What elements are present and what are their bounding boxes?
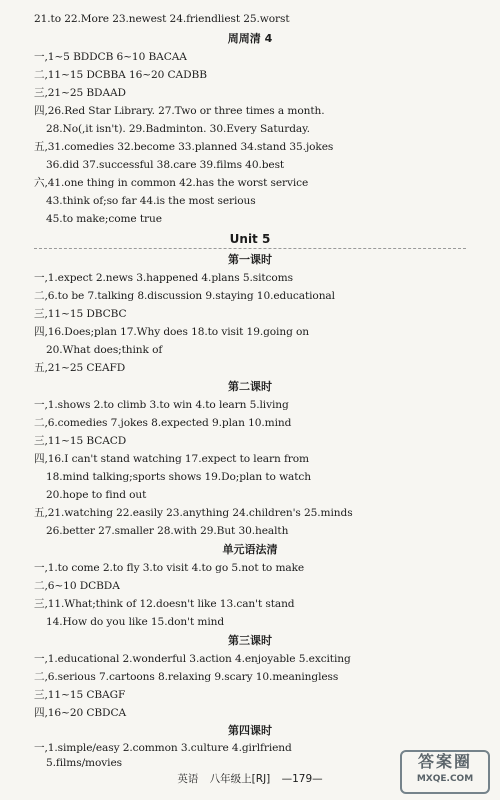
section-heading-lesson1: 第一课时 xyxy=(228,253,272,266)
answer-line: 一,1.expect 2.news 3.happened 4.plans 5.sitcoms xyxy=(34,272,293,284)
answer-line: 36.did 37.successful 38.care 39.films 40.best xyxy=(46,159,285,171)
section-heading-review4: 周周清 4 xyxy=(227,32,273,45)
section-heading-lesson2: 第二课时 xyxy=(228,380,272,393)
footer-grade: 八年级上[RJ] xyxy=(209,773,271,785)
answer-line: 一,1.shows 2.to climb 3.to win 4.to learn 5.living xyxy=(34,399,289,411)
answer-line: 一,1~5 BDDCB 6~10 BACAA xyxy=(34,51,187,63)
answer-line: 二,6~10 DCBDA xyxy=(34,580,120,592)
answer-line: 五,31.comedies 32.become 33.planned 34.stand 35.jokes xyxy=(34,141,334,153)
answer-line: 14.How do you like 15.don't mind xyxy=(46,616,225,628)
footer-subject: 英语 xyxy=(177,773,199,785)
answer-line: 一,1.educational 2.wonderful 3.action 4.enjoyable 5.exciting xyxy=(34,653,351,665)
watermark-url: MXQE.COM xyxy=(416,774,474,784)
answer-line: 三,21~25 BDAAD xyxy=(34,87,126,99)
answer-line: 三,11~15 BCACD xyxy=(34,435,127,447)
answer-line: 26.better 27.smaller 28.with 29.But 30.health xyxy=(46,525,289,537)
answer-line: 一,1.simple/easy 2.common 3.culture 4.girlfriend xyxy=(34,742,292,754)
answer-line: 21.to 22.More 23.newest 24.friendliest 25.worst xyxy=(34,13,290,25)
answer-line: 五,21~25 CEAFD xyxy=(34,362,126,374)
answer-line: 二,6.comedies 7.jokes 8.expected 9.plan 10.mind xyxy=(34,417,292,429)
answer-line: 五,21.watching 22.easily 23.anything 24.children's 25.minds xyxy=(34,507,353,519)
answer-line: 一,1.to come 2.to fly 3.to visit 4.to go 5.not to make xyxy=(34,562,305,574)
answer-line: 三,11~15 DBCBC xyxy=(34,308,127,320)
answer-line: 28.No(,it isn't). 29.Badminton. 30.Every Saturday. xyxy=(46,123,310,135)
section-heading-lesson4: 第四课时 xyxy=(228,724,272,737)
footer-page-number: —179— xyxy=(281,773,323,785)
answer-line: 四,26.Red Star Library. 27.Two or three times a month. xyxy=(34,105,325,117)
answer-line: 四,16.Does;plan 17.Why does 18.to visit 19.going on xyxy=(34,326,310,338)
section-heading-grammar: 单元语法清 xyxy=(222,543,278,556)
watermark-title: 答案圈 xyxy=(417,752,472,771)
watermark-logo xyxy=(400,750,490,794)
unit-title: Unit 5 xyxy=(229,232,271,246)
answer-line: 六,41.one thing in common 42.has the worst service xyxy=(34,177,309,189)
answer-line: 二,6.serious 7.cartoons 8.relaxing 9.scary 10.meaningless xyxy=(34,671,339,683)
section-heading-lesson3: 第三课时 xyxy=(228,634,272,647)
answer-line: 二,11~15 DCBBA 16~20 CADBB xyxy=(34,69,207,81)
answer-line: 43.think of;so far 44.is the most serious xyxy=(46,195,256,207)
answer-line: 三,11~15 CBAGF xyxy=(34,689,126,701)
answer-line: 45.to make;come true xyxy=(46,213,162,225)
answer-line: 三,11.What;think of 12.doesn't like 13.can't stand xyxy=(34,598,295,610)
divider xyxy=(34,248,466,249)
answer-line: 20.hope to find out xyxy=(46,489,147,501)
answer-line: 5.films/movies xyxy=(46,757,122,769)
answer-line: 四,16~20 CBDCA xyxy=(34,707,127,719)
answer-line: 18.mind talking;sports shows 19.Do;plan to watch xyxy=(46,471,311,483)
answer-line: 20.What does;think of xyxy=(46,344,163,356)
answer-line: 二,6.to be 7.talking 8.discussion 9.staying 10.educational xyxy=(34,290,335,302)
answer-line: 四,16.I can't stand watching 17.expect to learn from xyxy=(34,453,309,465)
